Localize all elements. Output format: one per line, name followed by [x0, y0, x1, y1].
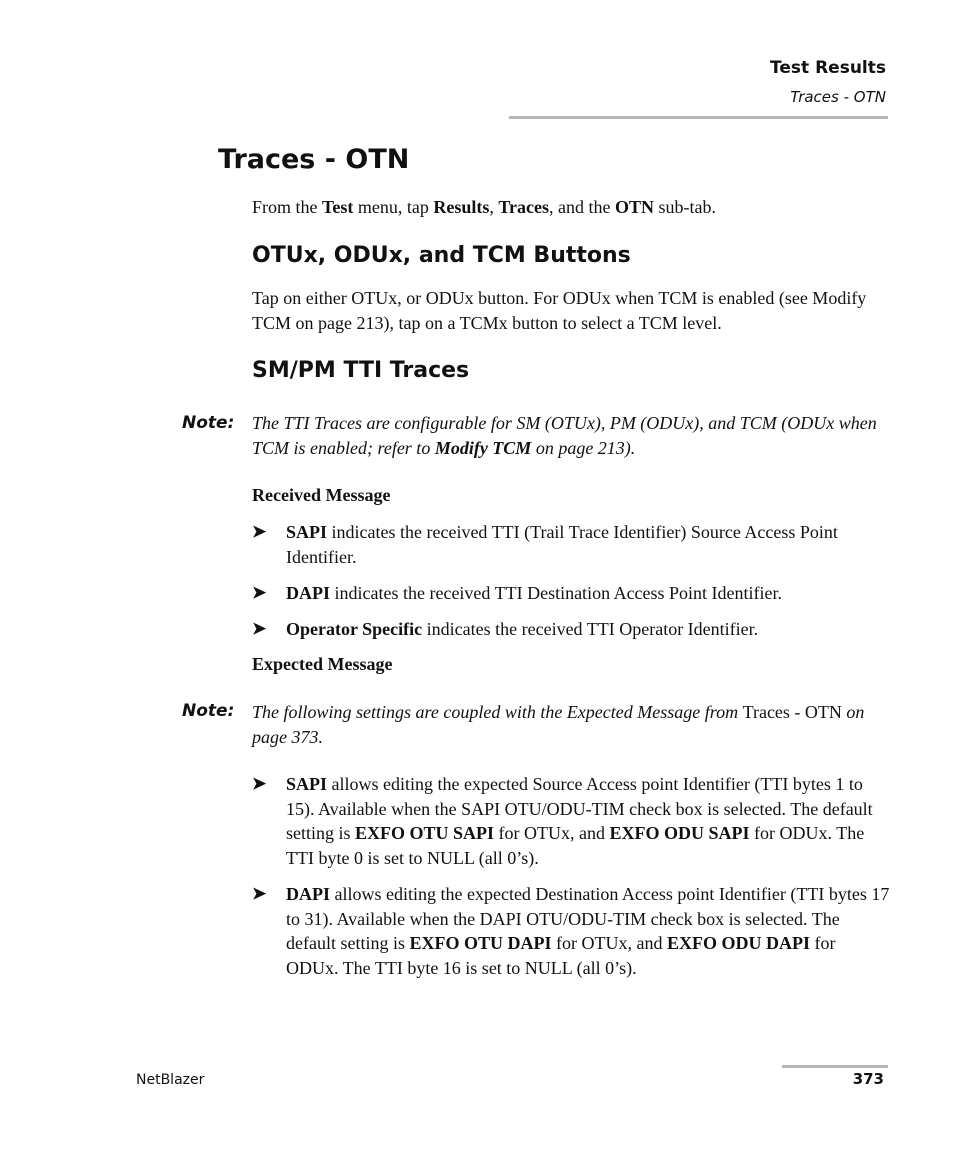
section-heading-tti: SM/PM TTI Traces: [252, 358, 470, 383]
header-subtitle: Traces - OTN: [790, 88, 886, 106]
page-number: 373: [852, 1070, 884, 1088]
note-label: Note:: [182, 701, 235, 721]
section-heading-buttons: OTUx, ODUx, and TCM Buttons: [252, 243, 631, 268]
list-item: ➤ DAPI allows editing the expected Destination Access point Identifier (TTI bytes 17 to 31). Available when the DAPI OTU/ODU-TIM check box is selected. The default setting is EXFO OTU DAPI for OTUx, and EXFO ODU DAPI for ODUx. The TTI byte 16 is set to NULL (all 0’s).: [252, 884, 890, 978]
list-item: ➤ SAPI allows editing the expected Source Access point Identifier (TTI bytes 1 to 15). Available when the SAPI OTU/ODU-TIM check box is selected. The default setting is EXFO OTU SAPI for OTUx, and EXFO ODU SAPI for ODUx. The TTI byte 0 is set to NULL (all 0’s).: [252, 774, 873, 868]
bullet-arrow-icon: ➤: [252, 583, 267, 602]
header-rule: [509, 116, 888, 119]
list-item: ➤ DAPI indicates the received TTI Destination Access Point Identifier.: [252, 581, 892, 606]
section-buttons-body: Tap on either OTUx, or ODUx button. For ODUx when TCM is enabled (see Modify TCM on page 213), tap on a TCMx button to select a TCM level.: [252, 288, 867, 333]
bullet-arrow-icon: ➤: [252, 884, 267, 903]
note-label: Note:: [182, 413, 235, 433]
intro-paragraph: From the Test menu, tap Results, Traces, and the OTN sub-tab.: [252, 197, 716, 217]
note-text: The TTI Traces are configurable for SM (OTUx), PM (ODUx), and TCM (ODUx when TCM is enabled; refer to Modify TCM on page 213).: [252, 413, 877, 458]
footer-rule: [782, 1065, 888, 1068]
expected-message-heading: Expected Message: [252, 654, 393, 674]
bullet-arrow-icon: ➤: [252, 619, 267, 638]
header-title: Test Results: [770, 58, 886, 78]
bullet-arrow-icon: ➤: [252, 774, 267, 793]
note-text: The following settings are coupled with the Expected Message from Traces - OTN on page 373.: [252, 702, 865, 747]
page-title: Traces - OTN: [218, 144, 410, 175]
list-item: ➤ SAPI indicates the received TTI (Trail Trace Identifier) Source Access Point Identifier.: [252, 522, 838, 567]
footer-product: NetBlazer: [136, 1072, 205, 1088]
bullet-arrow-icon: ➤: [252, 522, 267, 541]
received-message-heading: Received Message: [252, 485, 391, 505]
list-item: ➤ Operator Specific indicates the received TTI Operator Identifier.: [252, 617, 892, 642]
